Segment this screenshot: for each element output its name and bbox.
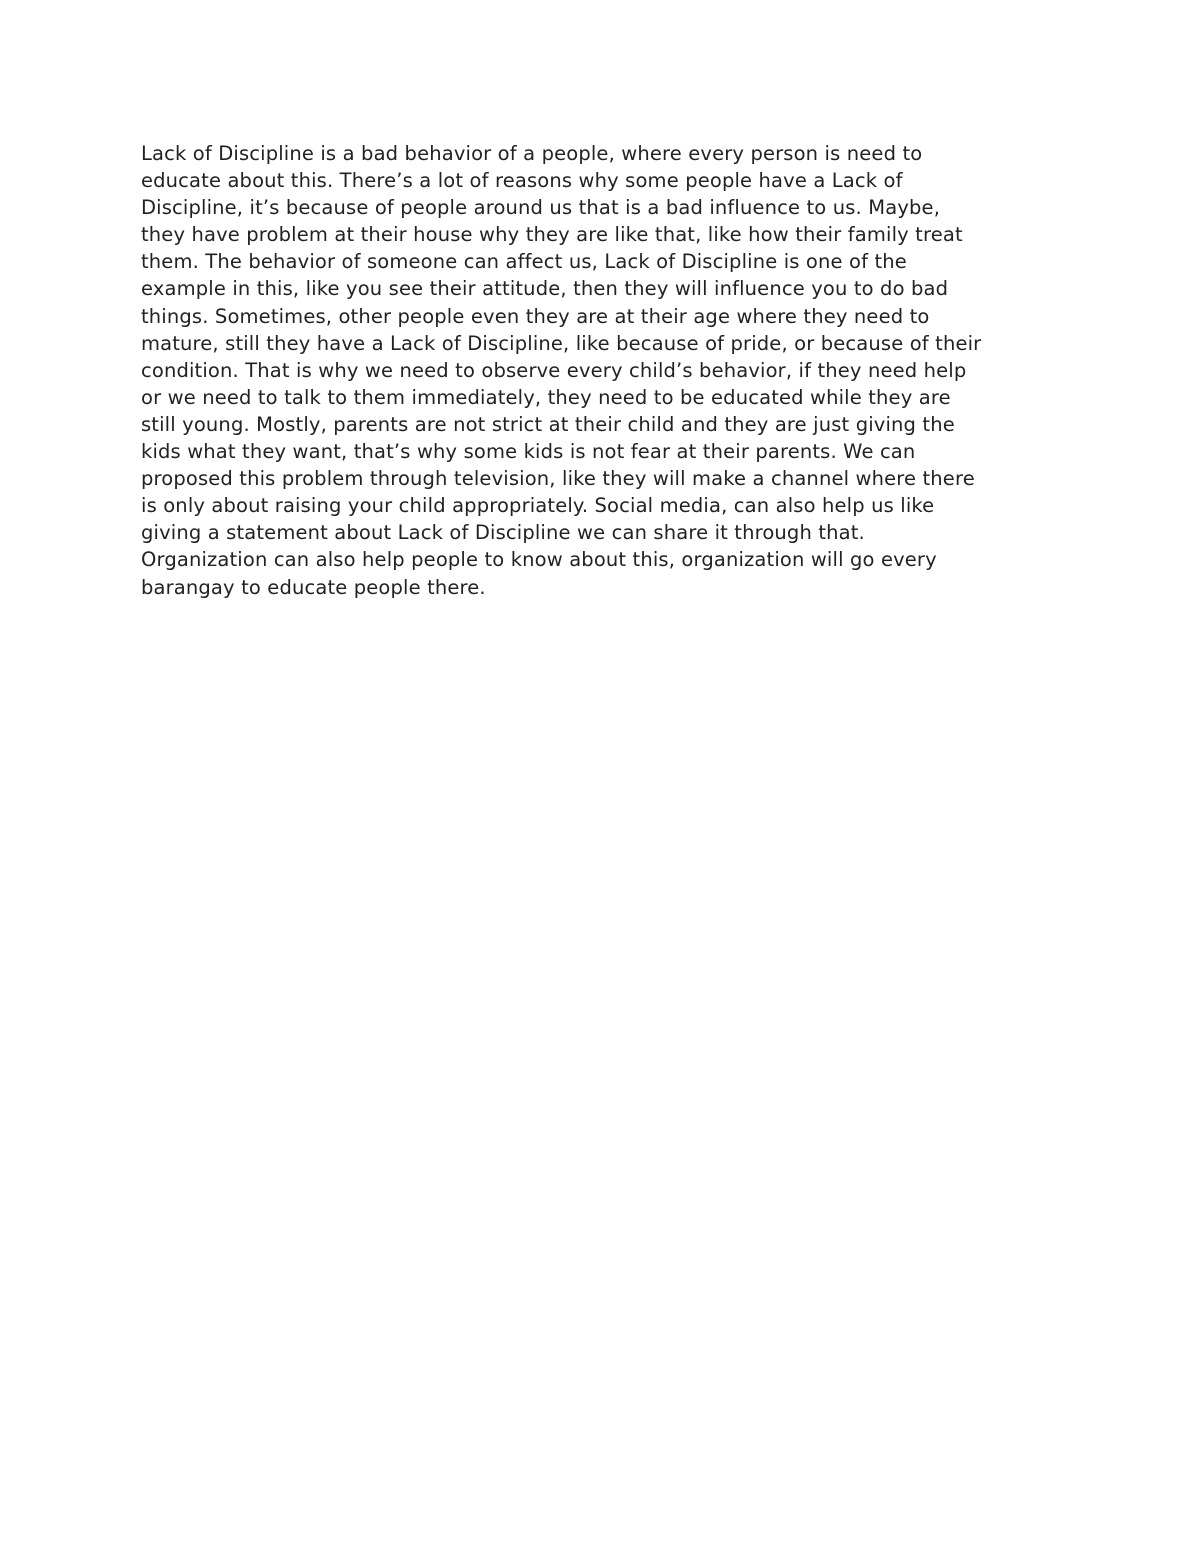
- document-paragraph: [141, 140, 1071, 601]
- paragraph-line: things. Sometimes, other people even they are at their age where they need to: [141, 304, 930, 328]
- paragraph-line: Lack of Discipline is a bad behavior of a people, where every person is need to: [141, 142, 923, 165]
- paragraph-line: condition. That is why we need to observe every child’s behavior, if they need help: [141, 358, 967, 382]
- paragraph-line: is only about raising your child appropriately. Social media, can also help us like: [141, 494, 935, 518]
- paragraph-line: them. The behavior of someone can affect us, Lack of Discipline is one of the: [141, 250, 907, 274]
- paragraph-line: Discipline, it’s because of people around us that is a bad influence to us. Maybe,: [141, 196, 941, 220]
- paragraph-line: kids what they want, that’s why some kids is not fear at their parents. We can: [141, 440, 916, 464]
- paragraph-line: or we need to talk to them immediately, they need to be educated while they are: [141, 385, 951, 409]
- paragraph-line: example in this, like you see their attitude, then they will influence you to do bad: [141, 277, 949, 301]
- paragraph-line: educate about this. There’s a lot of reasons why some people have a Lack of: [141, 169, 903, 193]
- paragraph-line: barangay to educate people there.: [141, 575, 486, 599]
- paragraph-line: Organization can also help people to know about this, organization will go every: [141, 548, 937, 572]
- paragraph-line: they have problem at their house why they are like that, like how their family treat: [141, 223, 963, 247]
- paragraph-line: giving a statement about Lack of Discipline we can share it through that.: [141, 521, 865, 545]
- paragraph-line: still young. Mostly, parents are not strict at their child and they are just giving the: [141, 412, 955, 436]
- paragraph-line: mature, still they have a Lack of Discipline, like because of pride, or because of their: [141, 331, 982, 355]
- paragraph-line: proposed this problem through television, like they will make a channel where there: [141, 467, 975, 491]
